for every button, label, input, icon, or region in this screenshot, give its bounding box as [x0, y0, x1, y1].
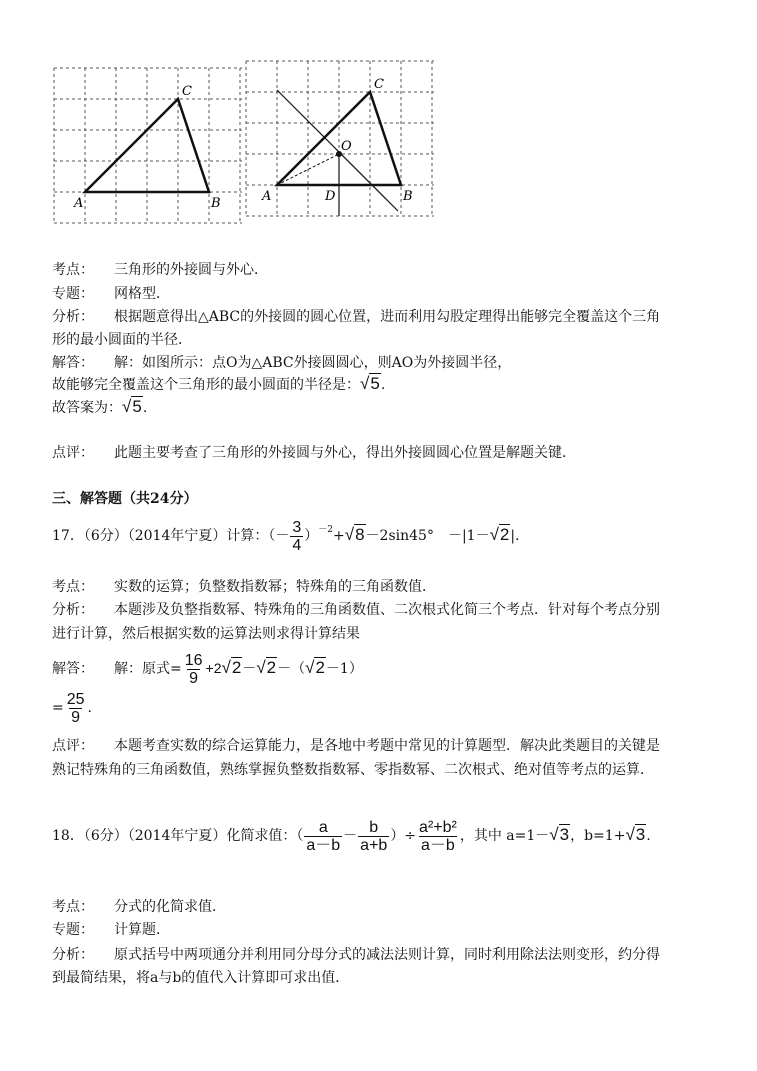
vertex-label-c: C [182, 84, 192, 99]
p15-jieda [52, 353, 511, 373]
vertex-label-b: B [211, 196, 221, 211]
q17-dianping: 点评： 本题考查实数的综合运算能力，是各地中考题中常见的计算题型．解决此类题目的关键是 [52, 738, 660, 754]
section-title: 三、解答题（共24分） [52, 491, 198, 507]
fenxi-label: 分析： [52, 309, 94, 325]
kaodian-text: 三角形的外接圆与外心． [114, 262, 268, 278]
point-label-d: D [325, 189, 336, 204]
q17-statement: 17．（6分）（2014年宁夏）计算：（－ $\frac{3}{4}$ ）$^{-2}$+√8－2sin45° －|1－√2|． [52, 518, 530, 554]
fenxi-text-cont: 形的最小圆面的半径． [52, 332, 192, 348]
p15-zhuanti [52, 284, 170, 304]
q18-kaodian: 考点： 分式的化简求值． [52, 899, 226, 915]
p15-fenxi [52, 307, 660, 327]
dianping-label: 点评： [52, 445, 94, 461]
vertex-label-c: C [374, 77, 384, 92]
p15-jieda-cont: 故能够完全覆盖这个三角形的最小圆面的半径是：√5. [52, 374, 386, 393]
vertex-label-a: A [262, 189, 272, 204]
sqrt-five-answer: √5 [122, 397, 142, 416]
answer-prefix: 故答案为： [52, 400, 122, 416]
vertex-label-a: A [74, 196, 84, 211]
q18-statement: 18．（6分）（2014年宁夏）化简求值：（ $\frac{a}{a-b}$ － $\frac{b}{a+b}$ ）÷ $\frac{\text{a²+b²}}{a-b}$ ，其中 a=1－√3，b=1+√3. [52, 818, 651, 854]
zhuanti-label: 专题： [52, 286, 94, 302]
point-label-o: O [341, 139, 352, 154]
figure-circumcenter-grid [244, 58, 436, 220]
q17-fenxi-cont: 进行计算，然后根据实数的运算法则求得计算结果 [52, 626, 360, 642]
sqrt-eight: √8 [344, 525, 365, 544]
q17-kaodian: 考点： 实数的运算；负整数指数幂；特殊角的三角函数值． [52, 579, 436, 595]
jieda-text-cont: 故能够完全覆盖这个三角形的最小圆面的半径是： [52, 377, 360, 393]
q18-fenxi-cont: 到最简结果，将a与b的值代入计算即可求出值． [52, 970, 350, 986]
p15-answer: 故答案为：√5. [52, 397, 148, 416]
zhuanti-text: 网格型． [114, 286, 170, 302]
figure-triangle-grid [52, 65, 244, 230]
q18-zhuanti: 专题： 计算题． [52, 922, 170, 938]
q17-fenxi: 分析： 本题涉及负整指数幂、特殊角的三角函数值、二次根式化简三个考点．针对每个考点分别 [52, 602, 660, 618]
sqrt-two: √2 [489, 525, 510, 544]
p15-fenxi-cont [52, 330, 192, 350]
fraction-twentyfive-ninths: $\frac{25}{9}$ [66, 690, 85, 726]
fenxi-text: 根据题意得出△ABC的外接圆的圆心位置，进而利用勾股定理得出能够完全覆盖这个三角 [114, 309, 661, 325]
dianping-text: 此题主要考查了三角形的外接圆与外心，得出外接圆圆心位置是解题关键． [114, 445, 576, 461]
q17-dianping-cont: 熟记特殊角的三角函数值，熟练掌握负整数指数幂、零指数幂、二次根式、绝对值等考点的运算． [52, 762, 654, 778]
q17-result: = $\frac{25}{9}$ . [52, 690, 92, 726]
jieda-label: 解答： [52, 355, 94, 371]
p15-dianping [52, 443, 576, 463]
q18-fenxi: 分析： 原式括号中两项通分并利用同分母分式的减法法则计算，同时利用除法法则变形，约分得 [52, 947, 660, 963]
fraction-sixteen-ninths: $\frac{16}{9}$ [184, 651, 203, 687]
fraction-sum-squares: $\frac{\text{a²+b²}}{a-b}$ [419, 818, 457, 854]
sqrt-five: √5 [360, 374, 380, 393]
kaodian-label: 考点： [52, 262, 94, 278]
fraction-three-fourths: $\frac{3}{4}$ [292, 518, 302, 554]
q17-jieda: 解答： 解：原式= $\frac{16}{9}$ +2√2－√2－（√2－1） [52, 651, 363, 687]
fraction-b-over-a-plus-b: $\frac{b}{a+b}$ [360, 818, 388, 854]
jieda-text: 解：如图所示：点O为△ABC外接圆圆心，则AO为外接圆半径， [114, 355, 512, 371]
perpendicular-bisector-line [277, 90, 398, 211]
fraction-a-over-a-minus-b: $\frac{a}{a-b}$ [306, 818, 341, 854]
vertex-label-b: B [403, 189, 413, 204]
p15-kaodian [52, 260, 268, 280]
